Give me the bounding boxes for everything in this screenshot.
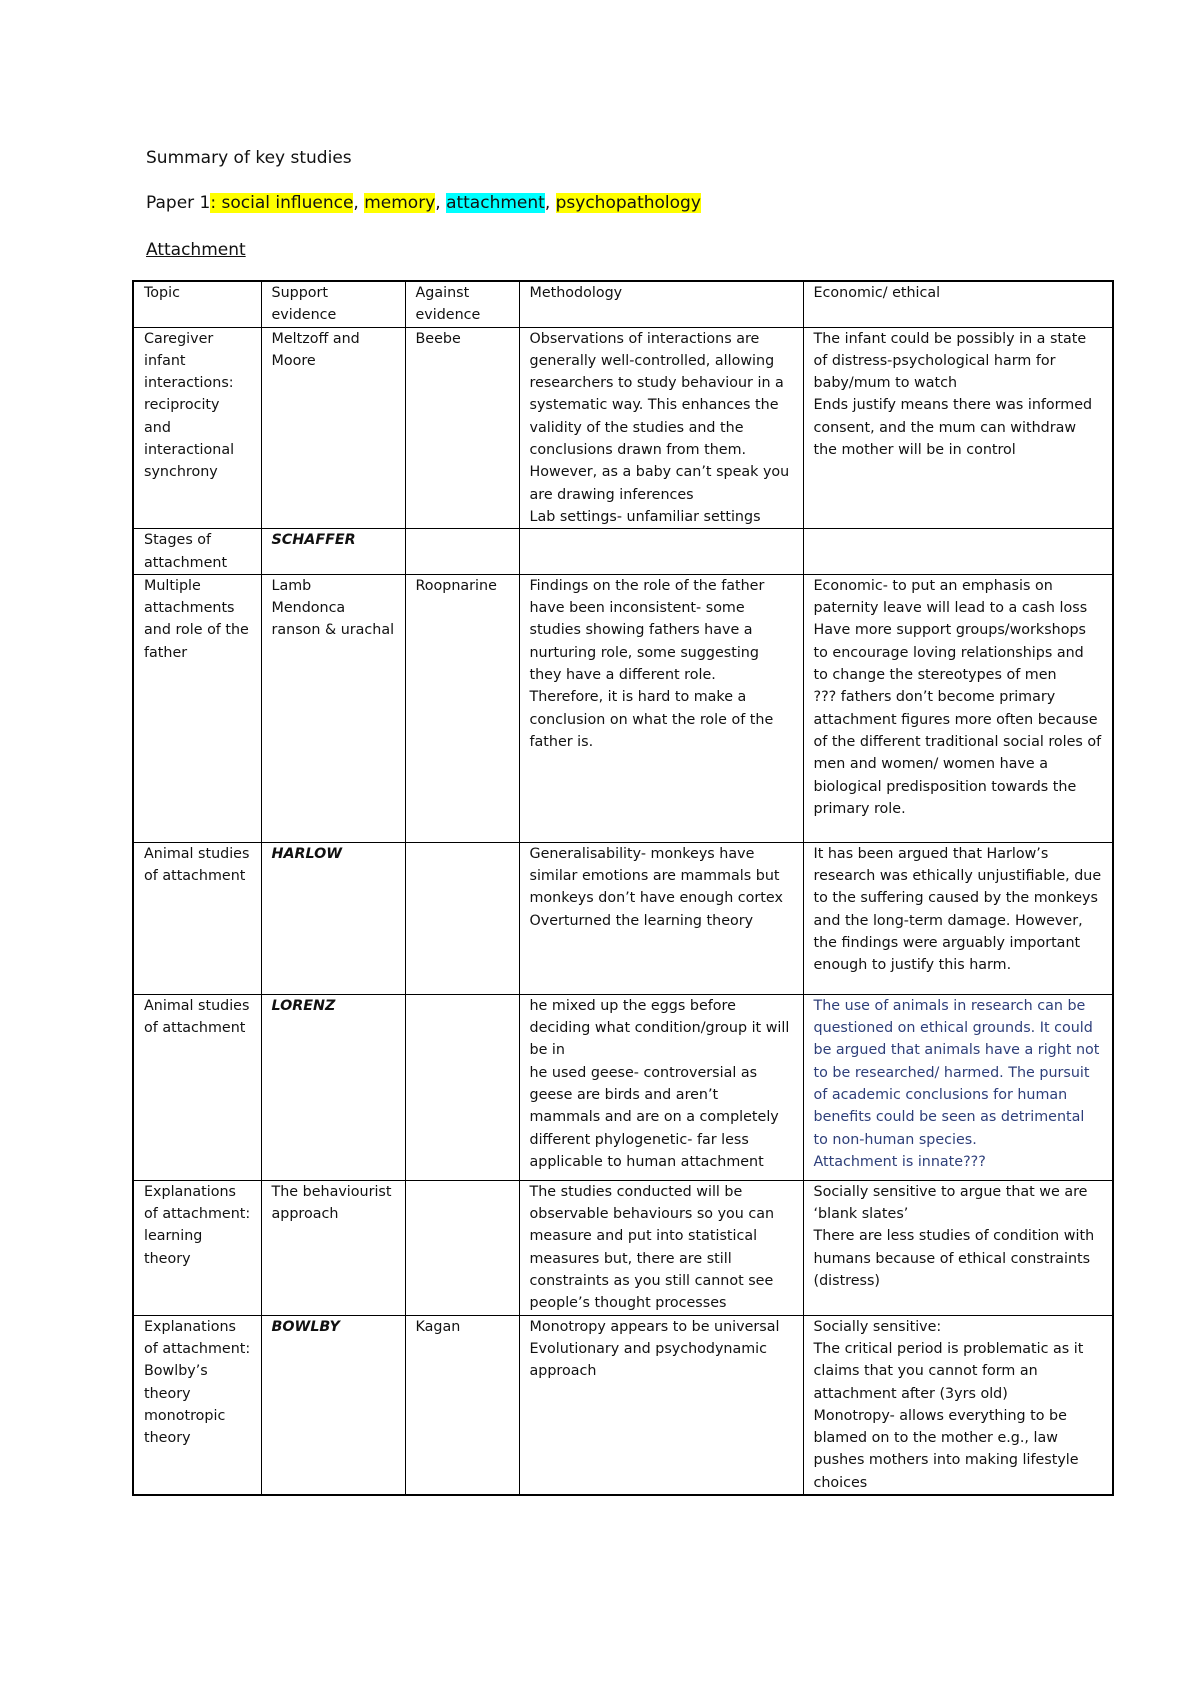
cell-ethical: It has been argued that Harlow’s research was ethically unjustifiable, due to the suffering caused by the monkeys and the long-term damage. However, the findings were arguably important enough to justify this harm. [803, 842, 1113, 994]
cell-ethical [803, 529, 1113, 575]
table-row [133, 1180, 1113, 1315]
table-body [133, 327, 1113, 1495]
cell-topic: Caregiver infant interactions: reciprocity and interactional synchrony [133, 327, 261, 529]
table-row [133, 842, 1113, 994]
cell-methodology: Findings on the role of the father have been inconsistent- some studies showing fathers have a nurturing role, some suggesting they have a different role. Therefore, it is hard to make a conclusion on what the role of the father is. [519, 574, 803, 842]
paper-line [146, 193, 701, 213]
table-row [133, 327, 1113, 529]
page-title: Summary of key studies [146, 148, 352, 168]
cell-ethical: The infant could be possibly in a state of distress-psychological harm for baby/mum to watch Ends justify means there was informed consent, and the mum can withdraw the mother will be in control [803, 327, 1113, 529]
cell-methodology: he mixed up the eggs before deciding what condition/group it will be in he used geese- controversial as geese are birds and aren’t mammals and are on a completely different phylogenetic- far less applicable to human attachment [519, 994, 803, 1180]
cell-against [405, 842, 519, 994]
paper-prefix: Paper 1 [146, 193, 211, 213]
cell-against [405, 1180, 519, 1315]
header-topic: Topic [133, 281, 261, 327]
cell-against: Kagan [405, 1315, 519, 1495]
cell-support: HARLOW [261, 842, 405, 994]
cell-support: The behaviourist approach [261, 1180, 405, 1315]
cell-methodology [519, 529, 803, 575]
cell-topic: Explanations of attachment: learning theory [133, 1180, 261, 1315]
cell-support: SCHAFFER [261, 529, 405, 575]
cell-against [405, 994, 519, 1180]
cell-against: Beebe [405, 327, 519, 529]
section-title: Attachment [146, 240, 246, 260]
paper-topics [210, 193, 701, 213]
cell-ethical: Socially sensitive to argue that we are ‘blank slates’ There are less studies of condition with humans because of ethical constraints (distress) [803, 1180, 1113, 1315]
cell-topic: Explanations of attachment: Bowlby’s theory monotropic theory [133, 1315, 261, 1495]
paper-topic: , [353, 193, 365, 213]
cell-support: LORENZ [261, 994, 405, 1180]
cell-topic: Animal studies of attachment [133, 994, 261, 1180]
cell-ethical: Economic- to put an emphasis on paternity leave will lead to a cash loss Have more support groups/workshops to encourage loving relationships and to change the stereotypes of men ??? fathers don’t become primary attachment figures more often because of the different traditional social roles of men and women/ women have a biological predisposition towards the primary role. [803, 574, 1113, 842]
table-row [133, 1315, 1113, 1495]
table-row [133, 574, 1113, 842]
cell-methodology: Generalisability- monkeys have similar emotions are mammals but monkeys don’t have enough cortex Overturned the learning theory [519, 842, 803, 994]
cell-methodology: Observations of interactions are generally well-controlled, allowing researchers to study behaviour in a systematic way. This enhances the validity of the studies and the conclusions drawn from them. However, as a baby can’t speak you are drawing inferences Lab settings- unfamiliar settings [519, 327, 803, 529]
paper-topic: , [435, 193, 447, 213]
header-support: Support evidence [261, 281, 405, 327]
paper-topic: : social influence [210, 193, 354, 213]
cell-support: Meltzoff and Moore [261, 327, 405, 529]
cell-ethical: The use of animals in research can be questioned on ethical grounds. It could be argued that animals have a right not to be researched/ harmed. The pursuit of academic conclusions for human benefits could be seen as detrimental to non-human species. Attachment is innate??? [803, 994, 1113, 1180]
cell-topic: Animal studies of attachment [133, 842, 261, 994]
header-against: Against evidence [405, 281, 519, 327]
header-methodology: Methodology [519, 281, 803, 327]
paper-topic: attachment [446, 193, 545, 213]
cell-methodology: Monotropy appears to be universal Evolutionary and psychodynamic approach [519, 1315, 803, 1495]
table-row [133, 529, 1113, 575]
cell-against: Roopnarine [405, 574, 519, 842]
paper-topic: memory [364, 193, 436, 213]
cell-topic: Stages of attachment [133, 529, 261, 575]
cell-support: Lamb Mendonca ranson & urachal [261, 574, 405, 842]
cell-against [405, 529, 519, 575]
header-ethical: Economic/ ethical [803, 281, 1113, 327]
paper-topic: , [544, 193, 556, 213]
table-header-row [133, 281, 1113, 327]
cell-topic: Multiple attachments and role of the father [133, 574, 261, 842]
cell-ethical: Socially sensitive: The critical period is problematic as it claims that you cannot form an attachment after (3yrs old) Monotropy- allows everything to be blamed on to the mother e.g., law pushes mothers into making lifestyle choices [803, 1315, 1113, 1495]
cell-support: BOWLBY [261, 1315, 405, 1495]
key-studies-table [132, 280, 1114, 1496]
cell-methodology: The studies conducted will be observable behaviours so you can measure and put into statistical measures but, there are still constraints as you still cannot see people’s thought processes [519, 1180, 803, 1315]
table-row [133, 994, 1113, 1180]
paper-topic: psychopathology [555, 193, 701, 213]
